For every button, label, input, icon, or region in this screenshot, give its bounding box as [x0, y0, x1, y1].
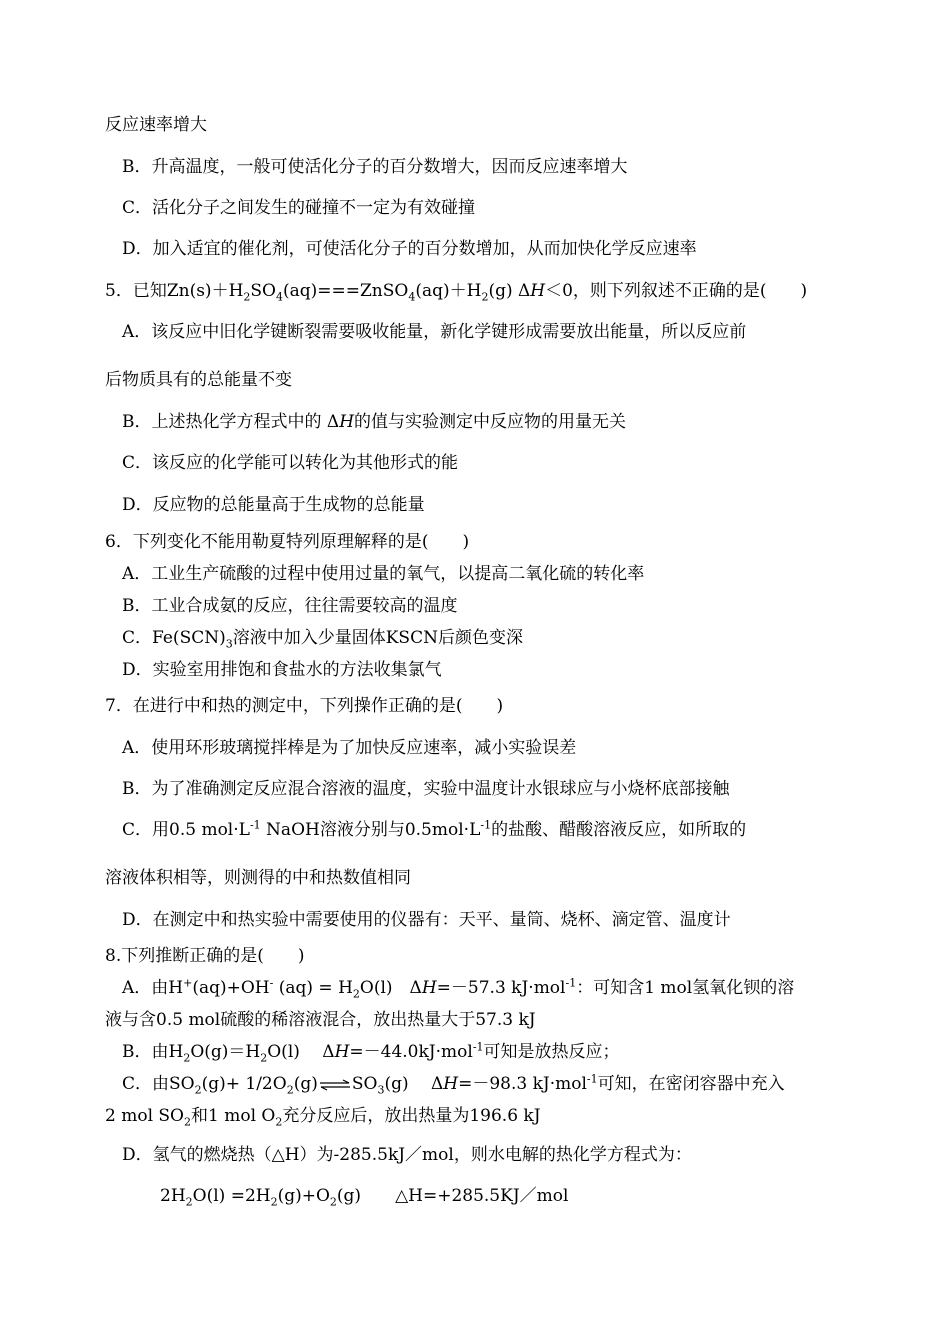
text-line: 后物质具有的总能量不变: [105, 370, 292, 390]
option-8b: B．由$H_2O(g)=H_2O(l)$ ΔH=－44.0kJ·mol$^{-1}$可知是放热反应；: [122, 1040, 620, 1065]
option-6c: C．$Fe(SCN)_3$溶液中加入少量固体KSCN后颜色变深: [122, 628, 523, 651]
option-5b: B．上述热化学方程式中的 ΔH的值与实验测定中反应物的用量无关: [122, 412, 627, 432]
option-7c: C．用0.5 $mol\cdot L^{-1}$ NaOH溶液分别与$0.5mol\cdot L^{-1}$的盐酸、醋酸溶液反应，如所取的: [122, 818, 747, 840]
option-4d: D．加入适宜的催化剂，可使活化分子的百分数增加，从而加快化学反应速率: [122, 239, 697, 259]
option-6b: B．工业合成氨的反应，往往需要较高的温度: [122, 596, 458, 616]
option-7a: A．使用环形玻璃搅拌棒是为了加快反应速率，减小实验误差: [122, 738, 577, 758]
question-6: 6．下列变化不能用勒夏特列原理解释的是( ): [105, 532, 470, 552]
option-8c: C．由$SO_2(g)+ 1/2O_2(g)$ $SO_3(g)$ ΔH=－98.3 kJ·mol$^{-1}$可知，在密闭容器中充入: [122, 1072, 785, 1097]
option-7d: D．在测定中和热实验中需要使用的仪器有：天平、量筒、烧杯、滴定管、温度计: [122, 910, 731, 930]
option-8d: D．氢气的燃烧热（△H）为-285.5kJ／mol，则水电解的热化学方程式为：: [122, 1145, 692, 1165]
option-4c: C．活化分子之间发生的碰撞不一定为有效碰撞: [122, 198, 476, 218]
question-5: 5．已知$Zn(s)+H_2SO_4(aq)===ZnSO_4(aq)+H_2(g)$ ΔH＜0，则下列叙述不正确的是( ): [105, 281, 808, 304]
equilibrium-arrow-icon: [318, 1079, 352, 1091]
option-6a: A．工业生产硫酸的过程中使用过量的氧气，以提高二氧化硫的转化率: [122, 564, 645, 584]
option-4b: B．升高温度，一般可使活化分子的百分数增大，因而反应速率增大: [122, 157, 628, 177]
option-6d: D．实验室用排饱和食盐水的方法收集氯气: [122, 660, 442, 680]
text-line: 2 mol $SO_2$和1 mol $O_2$充分反应后，放出热量为196.6 kJ: [105, 1106, 541, 1129]
option-5c: C．该反应的化学能可以转化为其他形式的能: [122, 453, 459, 473]
question-8: 8.下列推断正确的是( ): [105, 946, 305, 966]
option-8a: A．由H+(aq)+OH- $(aq) = H_2O(l)$ ΔH=－57.3 kJ·mol$^{-1}$：可知含1 mol氢氧化钡的溶: [122, 976, 795, 1001]
text-line: 液与含0.5 mol硫酸的稀溶液混合，放出热量大于57.3 kJ: [105, 1010, 536, 1030]
option-7b: B．为了准确测定反应混合溶液的温度，实验中温度计水银球应与小烧杯底部接触: [122, 779, 730, 799]
text-line: 反应速率增大: [105, 115, 207, 135]
text-line: 溶液体积相等，则测得的中和热数值相同: [105, 868, 411, 888]
option-5d: D．反应物的总能量高于生成物的总能量: [122, 495, 425, 515]
equation-line: $2H_2O(l) =2H_2(g)+O_2(g)$ △H=+285.5KJ／mol: [160, 1186, 569, 1209]
option-5a: A．该反应中旧化学键断裂需要吸收能量，新化学键形成需要放出能量，所以反应前: [122, 322, 747, 342]
question-7: 7．在进行中和热的测定中，下列操作正确的是( ): [105, 696, 504, 716]
